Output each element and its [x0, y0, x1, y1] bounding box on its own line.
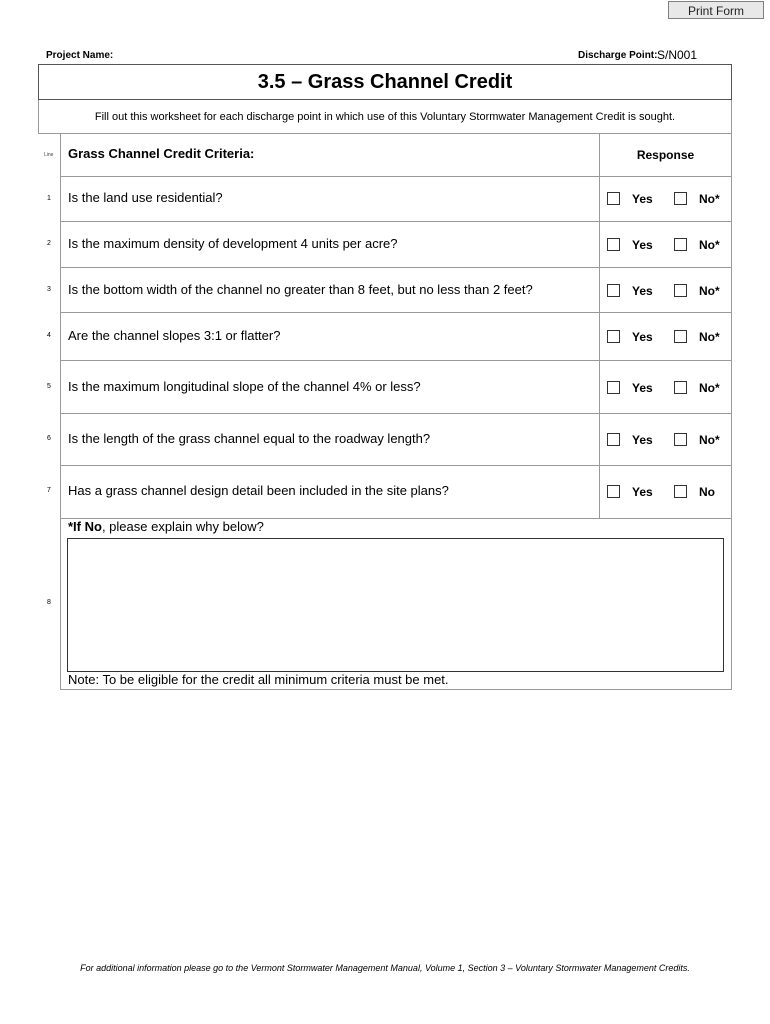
project-name-label: Project Name:	[46, 50, 114, 61]
table-border-left	[60, 134, 61, 690]
no-label: No*	[699, 433, 720, 447]
eligibility-note: Note: To be eligible for the credit all minimum criteria must be met.	[68, 672, 449, 687]
table-border-bottom	[60, 689, 732, 690]
explain-prompt-text: , please explain why below?	[101, 519, 264, 534]
criteria-question: Is the length of the grass channel equal to the roadway length?	[68, 431, 431, 446]
criteria-question: Is the bottom width of the channel no greater than 8 feet, but no less than 2 feet?	[68, 282, 533, 297]
row-divider	[60, 360, 732, 361]
yes-checkbox[interactable]	[607, 433, 620, 446]
line-number: 5	[47, 383, 51, 390]
table-column-divider	[599, 134, 600, 518]
yes-label: Yes	[632, 238, 653, 252]
discharge-point-value[interactable]: S/N001	[657, 48, 698, 62]
no-label: No*	[699, 238, 720, 252]
line-number: 2	[47, 240, 51, 247]
no-checkbox[interactable]	[674, 381, 687, 394]
no-checkbox[interactable]	[674, 238, 687, 251]
print-form-button[interactable]: Print Form	[668, 1, 764, 19]
no-checkbox[interactable]	[674, 433, 687, 446]
line-number: 7	[47, 487, 51, 494]
line-number: 3	[47, 286, 51, 293]
row-divider	[60, 176, 732, 177]
criteria-column-header: Grass Channel Credit Criteria:	[68, 146, 255, 161]
yes-checkbox[interactable]	[607, 330, 620, 343]
explain-prompt-bold: *If No	[68, 519, 102, 534]
yes-checkbox[interactable]	[607, 192, 620, 205]
no-label: No*	[699, 192, 720, 206]
yes-checkbox[interactable]	[607, 284, 620, 297]
yes-label: Yes	[632, 485, 653, 499]
discharge-point-label: Discharge Point:	[578, 50, 658, 61]
criteria-question: Is the maximum density of development 4 units per acre?	[68, 236, 398, 251]
form-title: 3.5 – Grass Channel Credit	[38, 64, 732, 100]
no-label: No*	[699, 381, 720, 395]
no-label: No	[699, 485, 715, 499]
no-label: No*	[699, 330, 720, 344]
row-divider	[60, 312, 732, 313]
yes-label: Yes	[632, 381, 653, 395]
no-checkbox[interactable]	[674, 330, 687, 343]
no-checkbox[interactable]	[674, 284, 687, 297]
line-column-header: Line	[44, 152, 54, 158]
yes-label: Yes	[632, 284, 653, 298]
no-checkbox[interactable]	[674, 485, 687, 498]
no-label: No*	[699, 284, 720, 298]
explanation-textarea[interactable]	[67, 538, 724, 672]
criteria-question: Is the maximum longitudinal slope of the channel 4% or less?	[68, 379, 421, 394]
criteria-question: Has a grass channel design detail been included in the site plans?	[68, 483, 449, 498]
line-number: 6	[47, 435, 51, 442]
form-intro: Fill out this worksheet for each discharge point in which use of this Voluntary Stormwater Management Credit is sought.	[38, 100, 732, 134]
yes-checkbox[interactable]	[607, 485, 620, 498]
table-border-right	[731, 134, 732, 690]
row-divider	[60, 465, 732, 466]
line-number: 1	[47, 195, 51, 202]
row-divider	[60, 413, 732, 414]
response-column-header: Response	[636, 148, 695, 162]
no-checkbox[interactable]	[674, 192, 687, 205]
row-divider	[60, 267, 732, 268]
criteria-question: Are the channel slopes 3:1 or flatter?	[68, 328, 281, 343]
footer-reference: For additional information please go to the Vermont Stormwater Management Manual, Volume 1, Section 3 – Voluntary Stormwater Management Credits.	[80, 963, 690, 973]
yes-checkbox[interactable]	[607, 238, 620, 251]
line-number: 8	[47, 599, 51, 606]
criteria-question: Is the land use residential?	[68, 190, 223, 205]
explain-prompt	[68, 519, 264, 534]
line-number: 4	[47, 332, 51, 339]
yes-label: Yes	[632, 433, 653, 447]
yes-label: Yes	[632, 192, 653, 206]
yes-label: Yes	[632, 330, 653, 344]
yes-checkbox[interactable]	[607, 381, 620, 394]
row-divider	[60, 221, 732, 222]
